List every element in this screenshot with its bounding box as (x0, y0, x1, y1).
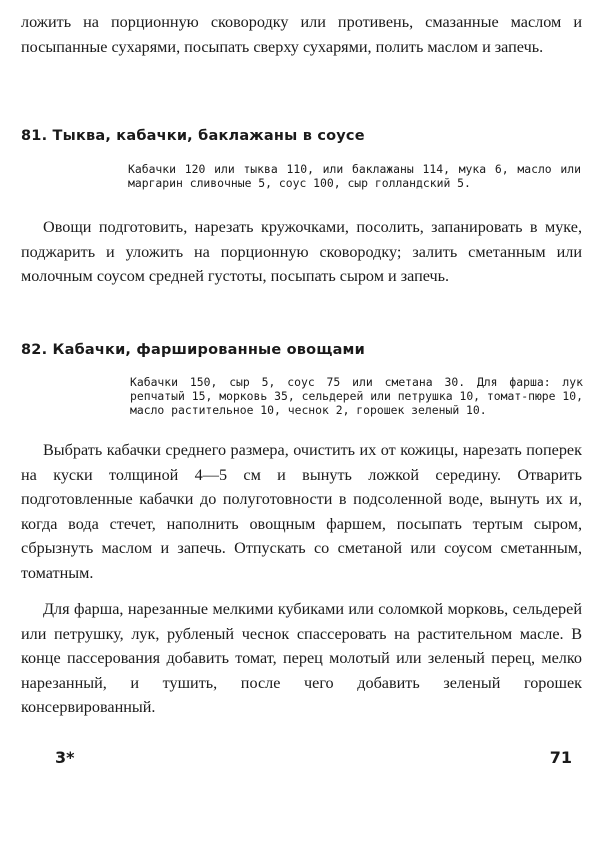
recipe-82-title: 82. Кабачки, фаршированные овощами (21, 342, 365, 358)
page-number: 71 (549, 748, 572, 767)
recipe-82-instructions-paragraph-1: Выбрать кабачки среднего размера, очистить их от кожицы, нарезать поперек на куски толщиной 4—5 см и вынуть ложкой середину. Отварить подготовленные кабачки до полуготовности в подсоленной воде, вынуть их и, когда вода стечет, наполнить овощным фаршем, посыпать тертым сыром, сбрызнуть маслом и запечь. Отпускать со сметаной или соусом сметанным, томатным. (21, 441, 582, 582)
recipe-82-ingredients: Кабачки 150, сыр 5, соус 75 или сметана 30. Для фарша: лук репчатый 15, морковь 35, сельдерей или петрушка 10, томат-пюре 10, масло растительное 10, чеснок 2, горошек зеленый 10. (130, 375, 583, 417)
recipe-81-instructions: Овощи подготовить, нарезать кружочками, посолить, запанировать в муке, поджарить и уложить на порционную сковородку; залить сметанным или молочным соусом средней густоты, посыпать сыром и запечь. (21, 218, 582, 285)
recipe-81-ingredients: Кабачки 120 или тыква 110, или баклажаны 114, мука 6, масло или маргарин сливочные 5, соус 100, сыр голландский 5. (128, 162, 581, 190)
intro-paragraph: ложить на порционную сковородку или противень, смазанные маслом и посыпанные сухарями, посыпать сверху сухарями, полить маслом и запечь. (21, 13, 582, 56)
recipe-81-title: 81. Тыква, кабачки, баклажаны в соусе (21, 128, 365, 144)
signature-mark: 3* (55, 748, 75, 767)
recipe-82-instructions-paragraph-2: Для фарша, нарезанные мелкими кубиками или соломкой морковь, сельдерей или петрушку, лук, рубленый чеснок спассеровать на растительном масле. В конце пассерования добавить томат, перец молотый или зеленый перец, мелко нарезанный, и тушить, после чего добавить зеленый горошек консервированный. (21, 600, 582, 716)
